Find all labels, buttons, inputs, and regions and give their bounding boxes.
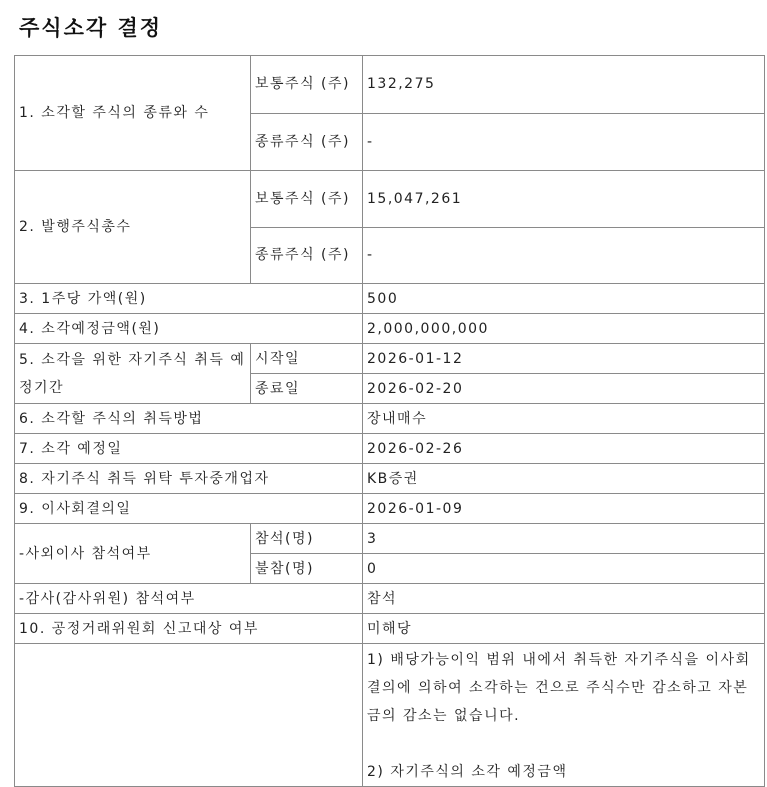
sub-label-preferred-shares: 종류주식 (주): [251, 113, 363, 171]
value-end-date: 2026-02-20: [363, 374, 765, 404]
table-row: [15, 584, 765, 614]
row-label-auditor-attendance: -감사(감사위원) 참석여부: [15, 584, 363, 614]
sub-label-start-date: 시작일: [251, 344, 363, 374]
page-title: 주식소각 결정: [19, 16, 163, 40]
table-row: [15, 614, 765, 644]
row-label-acquisition-period: 5. 소각을 위한 자기주식 취득 예정기간: [15, 344, 251, 404]
value-absent: 0: [363, 554, 765, 584]
table-row: [15, 524, 765, 554]
row-label-cancellation-date: 7. 소각 예정일: [15, 434, 363, 464]
value-planned-amount: 2,000,000,000: [363, 314, 765, 344]
row-label-acquisition-method: 6. 소각할 주식의 취득방법: [15, 404, 363, 434]
value-start-date: 2026-01-12: [363, 344, 765, 374]
table-row: [15, 171, 765, 228]
sub-label-present: 참석(명): [251, 524, 363, 554]
row-label-par-value: 3. 1주당 가액(원): [15, 284, 363, 314]
value-ftc-report: 미해당: [363, 614, 765, 644]
other-notes-cell: [363, 644, 765, 787]
value-preferred-shares-to-cancel: -: [363, 113, 765, 171]
value-auditor-attendance: 참석: [363, 584, 765, 614]
sub-label-absent: 불참(명): [251, 554, 363, 584]
value-common-shares-to-cancel: 132,275: [363, 56, 765, 114]
disclosure-table: [14, 55, 765, 787]
value-acquisition-method: 장내매수: [363, 404, 765, 434]
table-row: [15, 314, 765, 344]
row-label-ftc-report: 10. 공정거래위원회 신고대상 여부: [15, 614, 363, 644]
value-par-value: 500: [363, 284, 765, 314]
table-row: [15, 284, 765, 314]
value-board-resolution-date: 2026-01-09: [363, 494, 765, 524]
table-row: [15, 404, 765, 434]
table-row: [15, 644, 765, 787]
sub-label-preferred-shares: 종류주식 (주): [251, 227, 363, 284]
value-common-issued-shares: 15,047,261: [363, 171, 765, 228]
value-cancellation-date: 2026-02-26: [363, 434, 765, 464]
row-label-planned-amount: 4. 소각예정금액(원): [15, 314, 363, 344]
value-present: 3: [363, 524, 765, 554]
value-broker: KB증권: [363, 464, 765, 494]
sub-label-common-shares: 보통주식 (주): [251, 56, 363, 114]
value-preferred-issued-shares: -: [363, 227, 765, 284]
row-label-shares-to-cancel: 1. 소각할 주식의 종류와 수: [15, 56, 251, 171]
table-row: [15, 434, 765, 464]
table-row: [15, 344, 765, 374]
table-row: [15, 56, 765, 114]
table-row: [15, 494, 765, 524]
row-label-total-issued-shares: 2. 발행주식총수: [15, 171, 251, 284]
table-row: [15, 464, 765, 494]
row-label-other-notes: [15, 644, 363, 787]
note-1: 1) 배당가능이익 범위 내에서 취득한 자기주식을 이사회 결의에 의하여 소각하는 건으로 주식수만 감소하고 자본금의 감소는 없습니다.: [367, 652, 751, 724]
note-2: 2) 자기주식의 소각 예정금액: [367, 764, 568, 780]
sub-label-end-date: 종료일: [251, 374, 363, 404]
row-label-broker: 8. 자기주식 취득 위탁 투자중개업자: [15, 464, 363, 494]
sub-label-common-shares: 보통주식 (주): [251, 171, 363, 228]
row-label-outside-director-attendance: -사외이사 참석여부: [15, 524, 251, 584]
row-label-board-resolution-date: 9. 이사회결의일: [15, 494, 363, 524]
